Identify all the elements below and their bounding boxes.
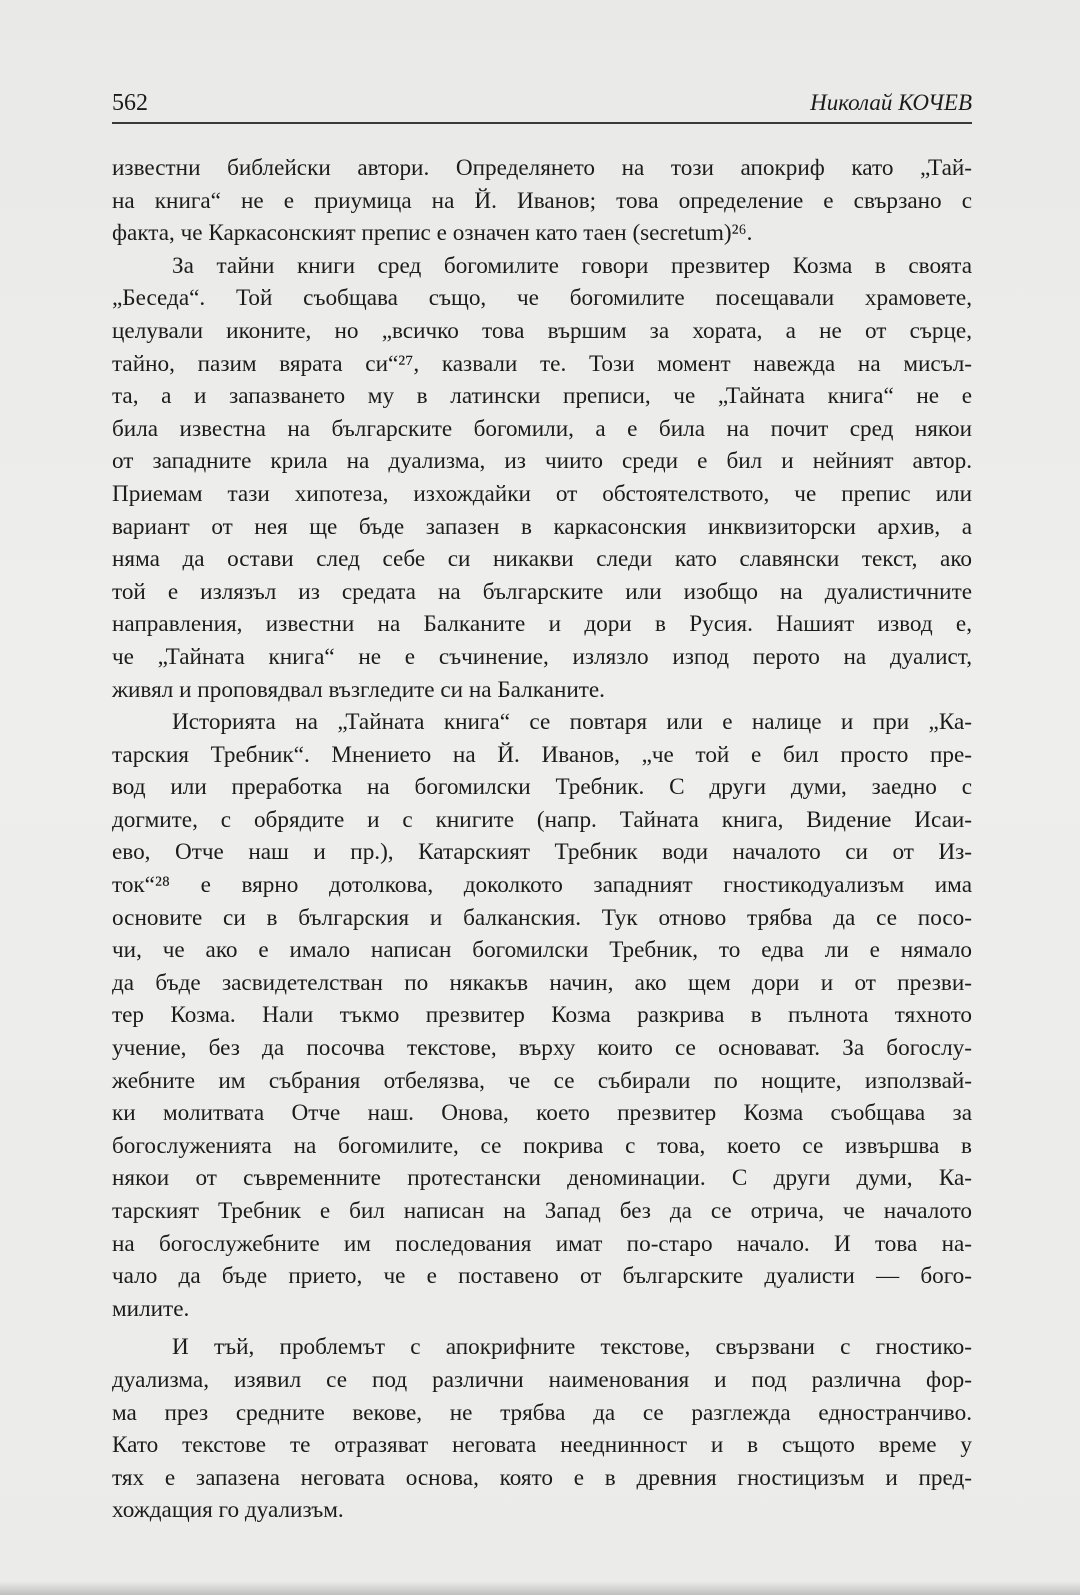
- text-line: Приемам тази хипотеза, изхождайки от обстоятелството, че препис или: [112, 480, 972, 507]
- text-line: той е излязъл из средата на българските или изобщо на дуалистичните: [112, 578, 972, 605]
- text-line: живял и проповядвал възгледите си на Балканите.: [112, 676, 605, 703]
- text-line: чало да бъде прието, че е поставено от българските дуалисти — бого-: [112, 1263, 972, 1290]
- text-line: ево, Отче наш и пр.), Катарският Требник води началото си от Из-: [112, 839, 972, 866]
- text-line: та, а и запазването му в латински преписи, че „Тайната книга“ не е: [112, 383, 972, 410]
- text-line: някои от съвременните протестански деноминации. С други думи, Ка-: [112, 1165, 972, 1192]
- paragraph-start-line: Историята на „Тайната книга“ се повтаря или е налице и при „Ка-: [172, 709, 972, 736]
- text-line: направления, известни на Балканите и дори в Русия. Нашият извод е,: [112, 611, 972, 638]
- text-line: вод или преработка на богомилски Требник. С други думи, заедно с: [112, 774, 972, 801]
- text-line: факта, че Каркасонският препис е означен като таен (secretum)²⁶.: [112, 220, 753, 247]
- text-line: от западните крила на дуализма, из чиито среди е бил и нейният автор.: [112, 448, 972, 475]
- text-line: милите.: [112, 1295, 190, 1322]
- text-line: ки молитвата Отче наш. Онова, което презвитер Козма съобщава за: [112, 1100, 972, 1127]
- text-line: тарския Требник“. Мнението на Й. Иванов, „че той е бил просто пре-: [112, 741, 972, 768]
- text-line: тайно, пазим вярата си“²⁷, казвали те. Този момент навежда на мисъл-: [112, 350, 972, 377]
- text-line: на богослужебните им последования имат по-старо начало. И това на-: [112, 1230, 972, 1257]
- text-line: богослуженията на богомилите, се покрива с това, което се извършва в: [112, 1132, 972, 1159]
- paragraph-start-line: И тъй, проблемът с апокрифните текстове, свързвани с гностико-: [172, 1334, 972, 1361]
- text-line: била известна на българските богомили, а е била на почит сред някои: [112, 415, 972, 442]
- text-line: ток“²⁸ е вярно дотолкова, доколкото западният гностикодуализъм има: [112, 872, 972, 899]
- text-line: целували иконите, но „всичко това вършим за хората, а не от сърце,: [112, 317, 972, 344]
- page-header: [112, 86, 972, 120]
- paragraph-start-line: За тайни книги сред богомилите говори презвитер Козма в своята: [172, 252, 972, 279]
- text-line: основите си в българския и балканския. Тук отново трябва да се посо-: [112, 904, 972, 931]
- text-line: на книга“ не е приумица на Й. Иванов; това определение е свързано с: [112, 187, 972, 214]
- text-line: ма през средните векове, не трябва да се разглежда едностранчиво.: [112, 1399, 972, 1426]
- text-line: дуализма, изявил се под различни наименования и под различна фор-: [112, 1366, 972, 1393]
- text-line: тях е запазена неговата основа, която е в древния гностицизъм и пред-: [112, 1464, 972, 1491]
- page-bottom-shadow: [0, 1581, 1080, 1595]
- text-line: учение, без да посочва текстове, върху които се основават. За богослу-: [112, 1035, 972, 1062]
- text-line: вариант от нея ще бъде запазен в каркасонския инквизиторски архив, а: [112, 513, 972, 540]
- text-line: Като текстове те отразяват неговата нееднинност и в същото време у: [112, 1432, 972, 1459]
- header-rule: [112, 122, 972, 124]
- text-line: че „Тайната книга“ не е съчинение, излязло изпод перото на дуалист,: [112, 643, 972, 670]
- running-head-author: Николай КОЧЕВ: [810, 90, 972, 115]
- text-line: „Беседа“. Той съобщава също, че богомилите посещавали храмовете,: [112, 285, 972, 312]
- text-line: няма да остави след себе си никакви следи като славянски текст, ако: [112, 546, 972, 573]
- body-text: [112, 152, 972, 1527]
- text-line: чи, че ако е имало написан богомилски Требник, то едва ли е нямало: [112, 937, 972, 964]
- text-line: тарският Требник е бил написан на Запад без да се отрича, че началото: [112, 1198, 972, 1224]
- text-line: известни библейски автори. Определянето на този апокриф като „Тай-: [112, 155, 972, 181]
- text-line: тер Козма. Нали тъкмо презвитер Козма разкрива в пълнота тяхното: [112, 1002, 972, 1029]
- text-line: да бъде засвидетелстван по някакъв начин, ако щем дори и от презви-: [112, 969, 972, 996]
- page-number: 562: [112, 90, 148, 116]
- text-line: догмите, с обрядите и с книгите (напр. Тайната книга, Видение Исаи-: [112, 806, 972, 833]
- text-line: жебните им събрания отбелязва, че се събирали по нощите, използвай-: [112, 1067, 972, 1094]
- text-line: хождащия го дуализъм.: [112, 1497, 344, 1524]
